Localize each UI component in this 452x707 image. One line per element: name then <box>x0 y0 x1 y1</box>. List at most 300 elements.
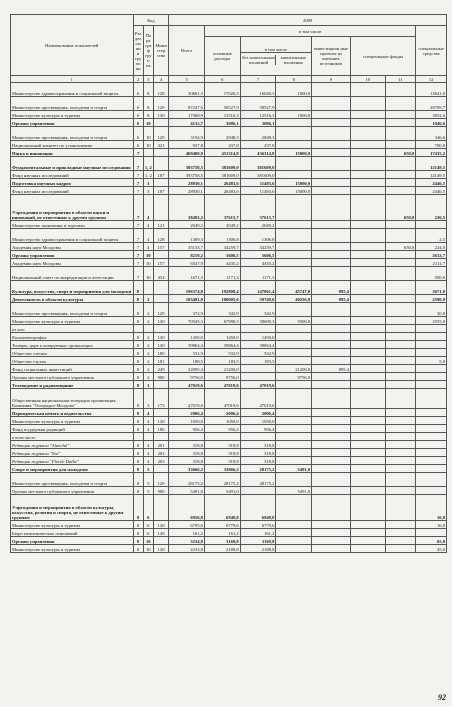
row-value: 1450,0 <box>240 333 276 341</box>
row-value: 372,9 <box>169 303 205 317</box>
row-label: Министерство культуры и туризма <box>11 545 134 553</box>
row-code: 10 <box>143 141 153 149</box>
row-code: 8 <box>133 333 143 341</box>
row-value <box>276 221 312 229</box>
row-value: 381609,0 <box>240 171 276 179</box>
row-value: 3169,8 <box>240 537 276 545</box>
row-value <box>312 433 351 441</box>
row-label: Национальный комитет по усыновлению <box>11 141 134 149</box>
row-value <box>385 295 416 303</box>
row-code: 7 <box>133 243 143 251</box>
row-value: 2112,7 <box>416 259 447 267</box>
row-value <box>312 171 351 179</box>
row-value <box>276 381 312 389</box>
row-value: 2848,3 <box>204 127 240 141</box>
row-value: 5,0 <box>416 357 447 365</box>
row-label: Министерство культуры и туризма <box>11 417 134 425</box>
row-code: 3 <box>143 187 153 195</box>
row-value <box>312 417 351 425</box>
row-code: 3 <box>143 179 153 187</box>
row-label: Министерство просвещения, молодежи и спорта <box>11 97 134 111</box>
row-code: 8 <box>133 281 143 295</box>
row-value: 70545,3 <box>169 317 205 325</box>
row-value: 1171,3 <box>240 267 276 281</box>
row-value <box>385 251 416 259</box>
row-code: 3 <box>143 389 153 409</box>
row-value: 342,9 <box>240 303 276 317</box>
row-value <box>416 529 447 537</box>
row-value <box>350 465 385 473</box>
row-value: 17368,9 <box>169 111 205 119</box>
row-value <box>204 325 240 333</box>
row-value <box>312 373 351 381</box>
row-label: Учреждения и мероприятия в области науки и инноваций, не отнесенные к другим группам <box>11 195 134 221</box>
row-value: 1450,0 <box>169 333 205 341</box>
row-value <box>350 389 385 409</box>
row-code <box>153 149 168 157</box>
row-code <box>153 433 168 441</box>
table-row <box>11 325 447 333</box>
row-label: Редакция журнала "Noi" <box>11 449 134 457</box>
table-row <box>11 381 447 389</box>
row-code: 129 <box>153 303 168 317</box>
row-code <box>133 325 143 333</box>
row-value: 4132,7 <box>169 119 205 127</box>
row-value: 16,0 <box>416 495 447 521</box>
row-code: 6 <box>133 111 143 119</box>
row-code: 8 <box>133 425 143 433</box>
table-row <box>11 341 447 349</box>
table-row <box>11 295 447 303</box>
row-value: 956,4 <box>169 425 205 433</box>
row-value: 34259,7 <box>204 243 240 251</box>
row-code: 8 <box>133 349 143 357</box>
row-value: 1309,3 <box>169 229 205 243</box>
row-value: 21200,0 <box>204 365 240 373</box>
row-code <box>153 281 168 295</box>
row-value: 5606,5 <box>240 251 276 259</box>
row-code: 187 <box>153 171 168 179</box>
row-code: 7 <box>133 221 143 229</box>
row-value: 47019,6 <box>240 381 276 389</box>
row-code: 4 <box>143 457 153 465</box>
row-value <box>350 179 385 187</box>
row-value: 34259,7 <box>240 243 276 251</box>
row-value: 1050,0 <box>204 417 240 425</box>
row-code: 8 <box>133 495 143 521</box>
row-value <box>312 349 351 357</box>
row-value: 650,0 <box>385 195 416 221</box>
row-label: Министерство культуры и туризма <box>11 111 134 119</box>
row-value <box>276 433 312 441</box>
table-row <box>11 495 447 521</box>
row-value: 3086,1 <box>204 119 240 127</box>
row-value <box>312 389 351 409</box>
row-value <box>276 195 312 221</box>
header-without-capital: без капитальных вложений <box>242 55 275 65</box>
row-label: Органы местного публичного управления <box>11 373 134 381</box>
table-row <box>11 545 447 553</box>
row-code: 4 <box>143 425 153 433</box>
row-value: 237,8 <box>204 141 240 149</box>
row-value <box>240 487 276 495</box>
row-value: 39864,4 <box>169 341 205 349</box>
row-value <box>385 119 416 127</box>
row-code: 3 <box>143 381 153 389</box>
row-value: 6940,8 <box>204 495 240 521</box>
row-value <box>416 433 447 441</box>
table-row <box>11 441 447 449</box>
row-value <box>416 341 447 349</box>
row-value <box>312 381 351 389</box>
row-value: 47019,6 <box>169 381 205 389</box>
table-row <box>11 83 447 97</box>
row-code: 4 <box>143 441 153 449</box>
row-value <box>276 341 312 349</box>
table-row <box>11 229 447 243</box>
row-value: 8219,2 <box>169 251 205 259</box>
row-value: 4435,2 <box>204 259 240 267</box>
row-value: 11483,6 <box>240 187 276 195</box>
row-label: Министерство культуры и туризма <box>11 521 134 529</box>
table-row <box>11 187 447 195</box>
row-value <box>312 457 351 465</box>
row-code: 6 <box>143 521 153 529</box>
row-value: 192808,4 <box>204 281 240 295</box>
row-value: 6940,8 <box>240 495 276 521</box>
row-value <box>385 425 416 433</box>
col-number: 3 <box>143 76 153 83</box>
row-label: Министерство культуры и туризма <box>11 317 134 325</box>
row-value: 17020,3 <box>204 83 240 97</box>
table-row <box>11 529 447 537</box>
row-value <box>385 433 416 441</box>
row-value <box>276 545 312 553</box>
row-code: 321 <box>153 141 168 149</box>
row-value <box>312 473 351 487</box>
row-value <box>312 243 351 251</box>
row-value <box>276 171 312 179</box>
row-code: 10 <box>143 259 153 267</box>
row-label: Редакция журнала "Florile Dalbe" <box>11 457 134 465</box>
row-value <box>385 373 416 381</box>
row-code: 149 <box>153 529 168 537</box>
row-value: 318,8 <box>169 441 205 449</box>
row-value: 318,8 <box>240 449 276 457</box>
row-value: 6779,6 <box>204 521 240 529</box>
col-number: 5 <box>169 76 205 83</box>
row-value: 956,4 <box>204 425 240 433</box>
row-code: 8 <box>133 357 143 365</box>
row-value <box>312 441 351 449</box>
row-label: Министерство здравоохранения и социальной защиты <box>11 229 134 243</box>
row-value: 381609,0 <box>240 157 276 171</box>
row-value <box>416 441 447 449</box>
row-value <box>416 389 447 409</box>
row-value <box>312 149 351 157</box>
row-value: 6547,9 <box>169 259 205 267</box>
table-body <box>11 76 447 553</box>
row-value <box>350 417 385 425</box>
table-row <box>11 141 447 149</box>
row-value: 3194,9 <box>169 127 205 141</box>
row-value: 2049,2 <box>204 221 240 229</box>
row-code: 203 <box>153 457 168 465</box>
row-code: 8 <box>133 473 143 487</box>
table-row <box>11 149 447 157</box>
row-value: 33666,2 <box>169 465 205 473</box>
row-value: 2612,7 <box>416 251 447 259</box>
row-code: 8 <box>133 317 143 325</box>
row-value <box>385 187 416 195</box>
row-value <box>350 281 385 295</box>
row-value: 956,4 <box>240 425 276 433</box>
row-value <box>312 325 351 333</box>
row-code <box>143 149 153 157</box>
row-value: 9756,0 <box>276 373 312 381</box>
row-value <box>276 389 312 409</box>
col-number: 12 <box>416 76 447 83</box>
row-code <box>153 495 168 521</box>
row-value <box>312 545 351 553</box>
header-special-funds: специальные фонды <box>350 37 415 76</box>
page-number: 92 <box>438 693 446 702</box>
row-label: Подготовка научных кадров <box>11 179 134 187</box>
row-value <box>350 425 385 433</box>
row-label: Фонд поддержки редакций <box>11 425 134 433</box>
row-label: Академия наук Молдовы <box>11 259 134 267</box>
row-value <box>350 487 385 495</box>
row-code: 249 <box>153 365 168 373</box>
row-value: 3852,6 <box>416 111 447 119</box>
row-value <box>350 473 385 487</box>
row-value <box>276 409 312 417</box>
row-value: 2188,8 <box>240 545 276 553</box>
row-code: 2 <box>143 349 153 357</box>
row-value <box>312 83 351 97</box>
row-code: 4 <box>143 449 153 457</box>
row-code: 10 <box>143 545 153 553</box>
row-value <box>350 187 385 195</box>
row-value: 937,8 <box>169 141 205 149</box>
row-value <box>312 317 351 325</box>
row-value: 188,5 <box>169 357 205 365</box>
row-value <box>385 111 416 119</box>
row-code: 7 <box>133 187 143 195</box>
row-value <box>276 243 312 251</box>
col-number: 7 <box>240 76 276 83</box>
table-row <box>11 487 447 495</box>
table-row <box>11 259 447 267</box>
row-value: 318,8 <box>204 449 240 457</box>
row-value <box>276 425 312 433</box>
row-code <box>153 157 168 171</box>
row-value: 532,9 <box>204 349 240 357</box>
row-value <box>385 317 416 325</box>
row-value <box>312 341 351 349</box>
col-number: 11 <box>385 76 416 83</box>
table-row <box>11 473 447 487</box>
row-label: Фонд социальных инвестиций <box>11 365 134 373</box>
row-value: 30,0 <box>416 303 447 317</box>
row-value: 28175,2 <box>169 473 205 487</box>
row-value: 45747,0 <box>276 281 312 295</box>
row-value: 342,9 <box>204 303 240 317</box>
header-code: Код <box>133 15 169 26</box>
row-value <box>350 317 385 325</box>
row-value <box>385 221 416 229</box>
row-code: 10 <box>143 251 153 259</box>
row-value: 5606,5 <box>204 251 240 259</box>
row-value: 700,0 <box>416 141 447 149</box>
row-value: 103491,0 <box>169 295 205 303</box>
row-value <box>350 341 385 349</box>
row-value <box>350 529 385 537</box>
row-code: 8 <box>133 441 143 449</box>
row-code: 201 <box>153 441 168 449</box>
row-value <box>350 295 385 303</box>
row-value: 9756,0 <box>169 373 205 381</box>
row-value <box>385 441 416 449</box>
row-value: 1171,3 <box>204 267 240 281</box>
col-number: 4 <box>153 76 168 83</box>
row-value <box>312 521 351 529</box>
row-code: 157 <box>153 259 168 267</box>
row-value: 1000,0 <box>276 83 312 97</box>
table-row <box>11 127 447 141</box>
row-value: 12149,5 <box>416 171 447 179</box>
row-label: Наука и инновации <box>11 149 134 157</box>
table-row <box>11 281 447 295</box>
header-year: 2009 <box>169 15 447 26</box>
row-code: 7 <box>133 229 143 243</box>
row-code: 8 <box>133 303 143 317</box>
row-value: 1050,0 <box>240 417 276 425</box>
row-label: Органы управления <box>11 537 134 545</box>
row-code: 129 <box>153 97 168 111</box>
row-value <box>350 149 385 157</box>
row-value <box>385 529 416 537</box>
row-value <box>385 521 416 529</box>
row-code: 8 <box>133 465 143 473</box>
row-code <box>153 537 168 545</box>
table-row <box>11 303 447 317</box>
row-value <box>385 449 416 457</box>
row-value <box>312 259 351 267</box>
row-label: Театры, цирк и концертные организации <box>11 341 134 349</box>
row-value <box>312 449 351 457</box>
row-value <box>312 487 351 495</box>
row-value: 237,8 <box>240 141 276 149</box>
row-value: 21200,0 <box>276 365 312 373</box>
row-value: 12516,3 <box>240 111 276 119</box>
row-value <box>350 409 385 417</box>
row-code <box>143 433 153 441</box>
row-value: 318,8 <box>204 441 240 449</box>
table-row <box>11 171 447 179</box>
row-value <box>312 409 351 417</box>
header-ministry: Мини стер ство <box>153 26 168 76</box>
row-value <box>350 259 385 267</box>
row-value <box>385 229 416 243</box>
row-label: Учреждения и мероприятия в области культуры, искусства, религии и спорта, не отнесенные к другим группам <box>11 495 134 521</box>
row-value: 4435,2 <box>240 259 276 267</box>
table-row <box>11 449 447 457</box>
row-value <box>350 333 385 341</box>
row-value <box>350 195 385 221</box>
row-value: 161,2 <box>204 529 240 537</box>
row-code: 1, 2 <box>143 171 153 179</box>
row-value: 318,8 <box>240 457 276 465</box>
row-value <box>385 259 416 267</box>
row-code: 186 <box>153 425 168 433</box>
row-value <box>276 441 312 449</box>
row-code: 130 <box>153 111 168 119</box>
row-value: 9300,0 <box>276 317 312 325</box>
row-value: 346,6 <box>416 127 447 141</box>
col-number: 8 <box>276 76 312 83</box>
row-value <box>385 389 416 409</box>
row-value <box>312 127 351 141</box>
row-value: 6956,8 <box>169 495 205 521</box>
row-value <box>416 449 447 457</box>
table-row <box>11 333 447 341</box>
row-value <box>276 357 312 365</box>
row-value <box>385 487 416 495</box>
col-number: 6 <box>204 76 240 83</box>
table-row <box>11 267 447 281</box>
row-value: 45,0 <box>416 545 447 553</box>
row-value: 2006,4 <box>169 409 205 417</box>
row-value <box>276 259 312 267</box>
row-value: 58527,9 <box>204 97 240 111</box>
row-value: 15000,0 <box>276 187 312 195</box>
row-code: 173 <box>153 389 168 409</box>
row-code: 1, 2 <box>143 157 153 171</box>
row-code: 7 <box>133 259 143 267</box>
row-code: 7 <box>133 251 143 259</box>
row-value: 6795,6 <box>169 521 205 529</box>
row-code: 202 <box>153 449 168 457</box>
row-code <box>153 195 168 221</box>
row-value <box>350 349 385 357</box>
row-value: 12149,5 <box>416 157 447 171</box>
col-number: 9 <box>312 76 351 83</box>
row-value <box>312 303 351 317</box>
row-value <box>240 325 276 333</box>
row-code: 5 <box>143 473 153 487</box>
row-code <box>143 281 153 295</box>
row-value <box>276 251 312 259</box>
row-value <box>240 365 276 373</box>
row-value: 2049,2 <box>240 221 276 229</box>
row-value <box>385 457 416 465</box>
row-value: 47019,6 <box>169 389 205 409</box>
row-value <box>385 171 416 179</box>
row-code: 6 <box>133 141 143 149</box>
row-label: Спорт и мероприятия для молодежи <box>11 465 134 473</box>
row-value: 895,4 <box>312 295 351 303</box>
row-label: Органы управления <box>11 119 134 127</box>
row-value: 895,4 <box>312 281 351 295</box>
row-value <box>350 157 385 171</box>
row-value: 2006,4 <box>204 409 240 417</box>
row-value <box>385 365 416 373</box>
row-value <box>312 187 351 195</box>
row-code: 130 <box>153 317 168 325</box>
row-label: Академия наук Молдовы <box>11 243 134 251</box>
row-value <box>416 325 447 333</box>
